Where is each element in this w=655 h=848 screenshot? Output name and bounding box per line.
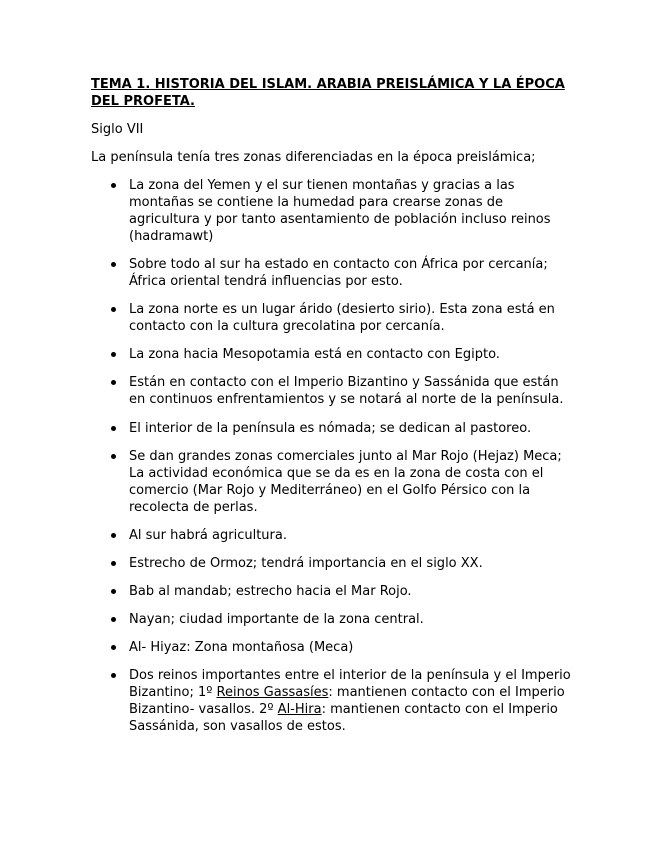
reinos-gassasies-link: Reinos Gassasíes: [216, 685, 329, 700]
list-item-text: Estrecho de Ormoz; tendrá importancia en el siglo XX.: [129, 556, 483, 571]
al-hira-link: Al-Hira: [277, 702, 322, 717]
list-item-text: La zona norte es un lugar árido (desierto sirio). Esta zona está en contacto con la cultura grecolatina por cercanía.: [129, 302, 555, 334]
last-bullet-text-part2: : mantienen contacto con el Imperio Bizantino- vasallos. 2º: [129, 685, 565, 717]
bullet-icon: [111, 352, 116, 357]
bullet-icon: [111, 262, 116, 267]
list-item-text: Al- Hiyaz: Zona montañosa (Meca): [129, 640, 354, 655]
list-item-text: Se dan grandes zonas comerciales junto al Mar Rojo (Hejaz) Meca; La actividad económica que se da es en la zona de costa con el comercio (Mar Rojo y Mediterráneo) en el Golfo Pérsico con la recolecta de perlas.: [129, 449, 562, 515]
list-item-text: La zona hacia Mesopotamia está en contacto con Egipto.: [129, 347, 500, 362]
bullet-icon: [111, 645, 116, 650]
intro-paragraph: La península tenía tres zonas diferenciadas en la época preislámica;: [91, 150, 536, 165]
document-title: TEMA 1. HISTORIA DEL ISLAM. ARABIA PREISLÁMICA Y LA ÉPOCA DEL PROFETA.: [91, 77, 565, 109]
bullet-icon: [111, 307, 116, 312]
bullet-icon: [111, 454, 116, 459]
bullet-icon: [111, 183, 116, 188]
century-label: Siglo VII: [91, 122, 144, 137]
list-item-text: Sobre todo al sur ha estado en contacto con África por cercanía; África oriental tendrá influencias por esto.: [129, 257, 548, 289]
list-item-text: Están en contacto con el Imperio Bizantino y Sassánida que están en continuos enfrentamientos y se notará al norte de la península.: [129, 375, 564, 407]
last-bullet-text-part1: Dos reinos importantes entre el interior de la península y el Imperio Bizantino; 1º: [129, 668, 571, 700]
bullet-icon: [111, 673, 116, 678]
list-item-text: El interior de la península es nómada; se dedican al pastoreo.: [129, 421, 532, 436]
bullet-icon: [111, 589, 116, 594]
list-item-text: Nayan; ciudad importante de la zona central.: [129, 612, 424, 627]
list-item-text: Al sur habrá agricultura.: [129, 528, 287, 543]
list-item-text: Bab al mandab; estrecho hacia el Mar Rojo.: [129, 584, 412, 599]
bullet-icon: [111, 426, 116, 431]
list-item-text: [129, 667, 574, 735]
bullet-icon: [111, 380, 116, 385]
bullet-icon: [111, 533, 116, 538]
bullet-icon: [111, 561, 116, 566]
bullet-icon: [111, 617, 116, 622]
last-bullet-text-part3: : mantienen contacto con el Imperio Sassánida, son vasallos de estos.: [129, 702, 558, 734]
list-item-text: La zona del Yemen y el sur tienen montañas y gracias a las montañas se contiene la humedad para crearse zonas de agricultura y por tanto asentamiento de población incluso reinos (hadramawt): [129, 178, 551, 244]
